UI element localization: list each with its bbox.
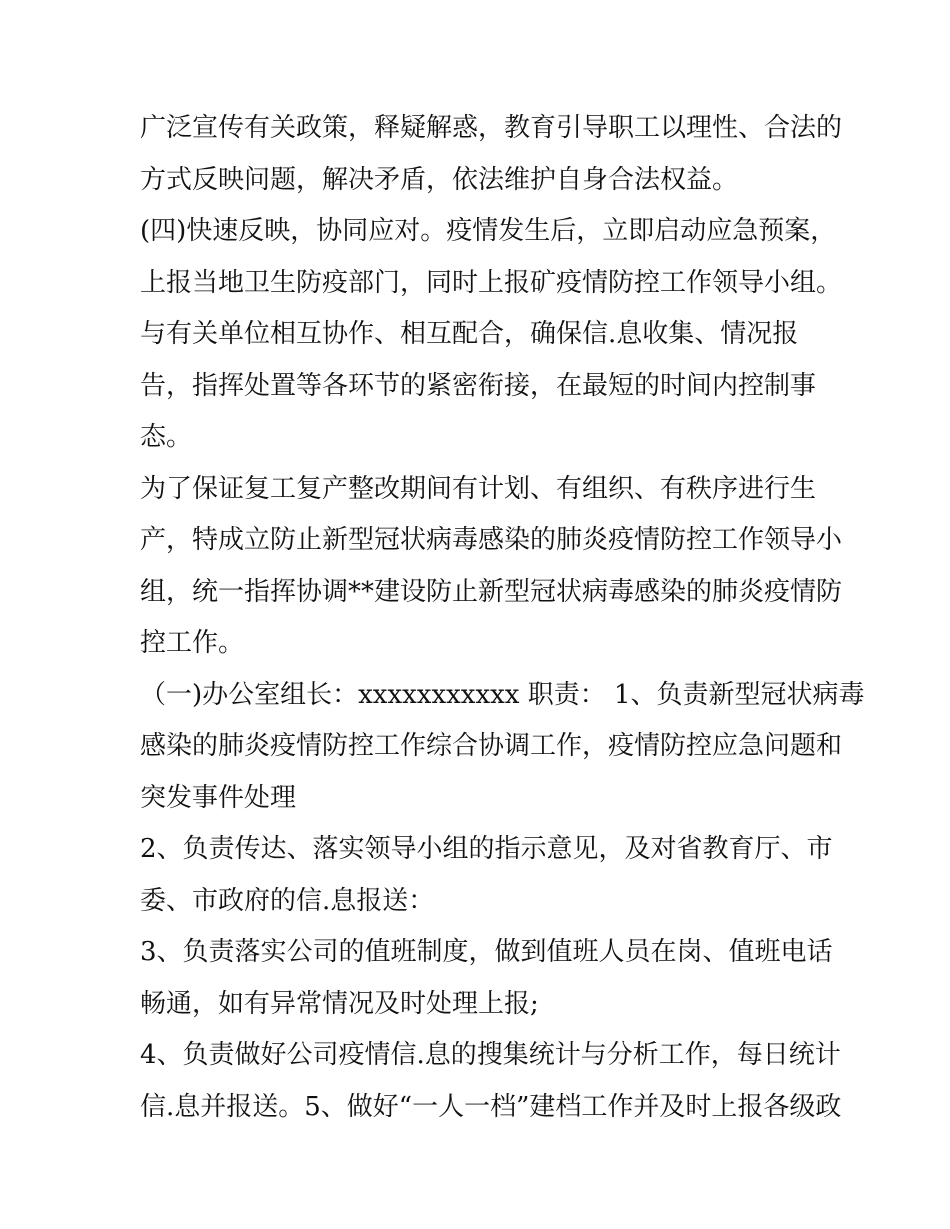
text-line-3: (四)快速反映，协同应对。疫情发生后，立即启动应急预案， [140, 216, 837, 246]
text-line-13: 感染的肺炎疫情防控工作综合协调工作，疫情防控应急问题和 [140, 731, 843, 761]
text-line-11: 控工作。 [140, 628, 245, 658]
text-line-2: 方式反映问题，解决矛盾，依法维护自身合法权益。 [140, 164, 739, 195]
text-line-7: 态。 [140, 422, 193, 452]
text-line-6: 告，指挥处置等各环节的紧密衔接，在最短的时间内控制事 [140, 370, 817, 401]
text-line-18: 畅通，如有异常情况及时处理上报; [140, 988, 539, 1019]
text-line-4: 上报当地卫生防疫部门，同时上报矿疫情防控工作领导小组。 [140, 267, 843, 298]
text-line-16: 委、市政府的信.息报送： [140, 885, 435, 916]
text-line-8: 为了保证复工复产整改期间有计划、有组织、有秩序进行生 [140, 473, 817, 504]
text-line-17: 3、负责落实公司的值班制度，做到值班人员在岗、值班电话 [140, 937, 833, 967]
text-line-19: 4、负责做好公司疫情信.息的搜集统计与分析工作，每日统计 [140, 1040, 841, 1070]
document-body [140, 103, 865, 1133]
text-line-15: 2、负责传达、落实领导小组的指示意见，及对省教育厅、市 [140, 834, 833, 864]
text-line-20: 信.息并报送。5、做好“一人一档”建档工作并及时上报各级政 [140, 1091, 842, 1122]
text-line-9: 产，特成立防止新型冠状病毒感染的肺炎疫情防控工作领导小 [140, 525, 843, 555]
text-line-10: 组，统一指挥协调**建设防止新型冠状病毒感染的肺炎疫情防 [140, 576, 843, 607]
text-line-14: 突发事件处理 [140, 782, 297, 813]
text-line-5: 与有关单位相互协作、相互配合，确保信.息收集、情况报 [140, 319, 799, 349]
text-line-1: 广泛宣传有关政策，释疑解惑，教育引导职工以理性、合法的 [140, 113, 843, 143]
text-line-12: （一)办公室组长：xxxxxxxxxxx 职责： 1、负责新型冠状病毒 [140, 679, 865, 710]
